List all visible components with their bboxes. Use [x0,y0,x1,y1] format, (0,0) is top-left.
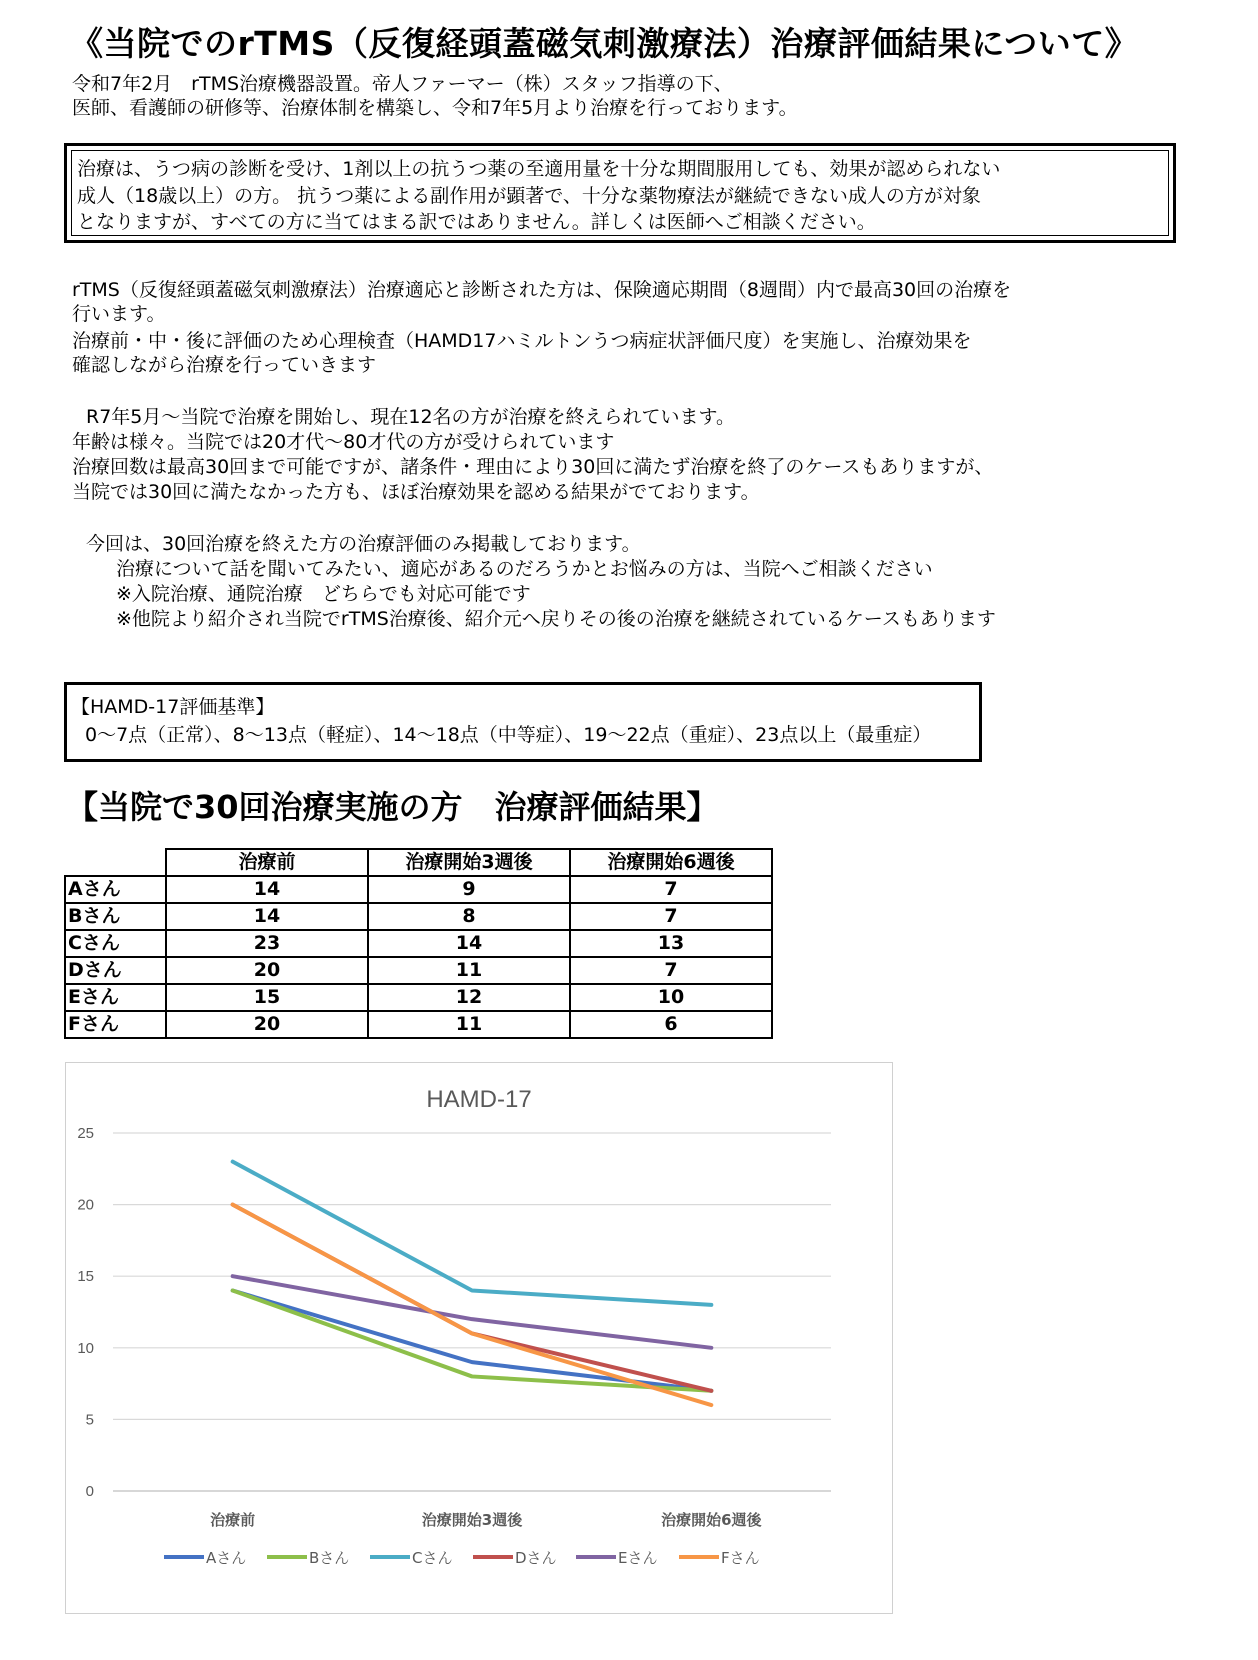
paragraph2-line-1: R7年5月～当院で治療を開始し、現在12名の方が治療を終えられています。 [86,406,736,428]
row-name: Cさん [65,930,166,957]
y-tick-label: 25 [77,1125,94,1142]
paragraph3-line-1: 今回は、30回治療を終えた方の治療評価のみ掲載しております。 [86,533,641,555]
row-name: Eさん [65,984,166,1011]
eligibility-line-3: となりますが、すべての方に当てはまる訳ではありません。詳しくは医師へご相談ください。 [77,211,876,233]
page-title: 《当院でのrTMS（反復経頭蓋磁気刺激療法）治療評価結果について》 [70,24,1139,63]
legend-label: Fさん [721,1549,760,1567]
cell-value: 10 [570,984,772,1011]
paragraph2-line-2: 年齢は様々。当院では20才代～80才代の方が受けられています [72,431,615,453]
cell-value: 7 [570,876,772,903]
intro-line-2: 医師、看護師の研修等、治療体制を構築し、令和7年5月より治療を行っております。 [72,97,798,119]
cell-value: 15 [166,984,368,1011]
paragraph1-line-2: 行います。 [72,303,166,325]
cell-value: 14 [166,876,368,903]
paragraph2-line-3: 治療回数は最高30回まで可能ですが、諸条件・理由により30回に満たず治療を終了のケースもありますが、 [72,456,994,478]
legend-label: Bさん [309,1549,350,1567]
hamd-chart [65,1062,893,1614]
cell-value: 6 [570,1011,772,1038]
table-row [65,984,772,1011]
legend-label: Dさん [515,1549,557,1567]
legend-label: Aさん [206,1549,247,1567]
paragraph2-line-4: 当院では30回に満たなかった方も、ほぼ治療効果を認める結果がでております。 [72,481,760,503]
legend-label: Cさん [412,1549,453,1567]
x-tick-label: 治療前 [210,1511,256,1529]
row-name: Fさん [65,1011,166,1038]
table-header-blank [65,849,166,876]
row-name: Dさん [65,957,166,984]
cell-value: 14 [368,930,570,957]
results-section-title: 【当院で30回治療実施の方 治療評価結果】 [66,788,719,826]
y-tick-label: 20 [77,1196,94,1214]
table-row [65,876,772,903]
paragraph1-line-1: rTMS（反復経頭蓋磁気刺激療法）治療適応と診断された方は、保険適応期間（8週間）内で最高30回の治療を [72,279,1012,301]
cell-value: 8 [368,903,570,930]
y-tick-label: 0 [85,1483,94,1500]
eligibility-box [64,143,1176,243]
paragraph3-line-3: ※入院治療、通院治療 どちらでも対応可能です [116,583,531,605]
y-tick-label: 15 [77,1268,94,1286]
table-row [65,1011,772,1038]
cell-value: 11 [368,1011,570,1038]
row-name: Aさん [65,876,166,903]
cell-value: 12 [368,984,570,1011]
cell-value: 9 [368,876,570,903]
criteria-heading: 【HAMD-17評価基準】 [71,696,275,718]
table-header-3weeks: 治療開始3週後 [368,849,570,876]
table-header-pre: 治療前 [166,849,368,876]
scores-table [64,848,773,1039]
y-tick-label: 5 [85,1411,94,1429]
table-row [65,957,772,984]
x-tick-label: 治療開始3週後 [421,1511,523,1529]
chart-title: HAMD-17 [426,1086,532,1113]
paragraph3-line-4: ※他院より紹介され当院でrTMS治療後、紹介元へ戻りその後の治療を継続されているケースもあります [116,608,996,630]
legend-label: Eさん [618,1549,658,1567]
table-row [65,930,772,957]
intro-line-1: 令和7年2月 rTMS治療機器設置。帝人ファーマー（株）スタッフ指導の下、 [72,73,733,95]
criteria-box [64,682,982,762]
cell-value: 20 [166,957,368,984]
cell-value: 23 [166,930,368,957]
paragraph1-line-3: 治療前・中・後に評価のため心理検査（HAMD17ハミルトンうつ病症状評価尺度）を実施し、治療効果を [72,330,972,352]
paragraph3-line-2: 治療について話を聞いてみたい、適応があるのだろうかとお悩みの方は、当院へご相談ください [116,558,933,580]
criteria-text: 0～7点（正常）、8～13点（軽症）、14～18点（中等症）、19～22点（重症）、23点以上（最重症） [85,724,932,746]
eligibility-line-2: 成人（18歳以上）の方。 抗うつ薬による副作用が顕著で、十分な薬物療法が継続できない成人の方が対象 [77,185,981,207]
hamd-chart-svg [66,1063,892,1613]
table-header-row [65,849,772,876]
cell-value: 11 [368,957,570,984]
cell-value: 13 [570,930,772,957]
table-row [65,903,772,930]
x-tick-label: 治療開始6週後 [661,1511,762,1529]
cell-value: 20 [166,1011,368,1038]
paragraph1-line-4: 確認しながら治療を行っていきます [72,354,377,376]
cell-value: 7 [570,957,772,984]
cell-value: 14 [166,903,368,930]
eligibility-line-1: 治療は、うつ病の診断を受け、1剤以上の抗うつ薬の至適用量を十分な期間服用しても、効果が認められない [77,158,1001,180]
table-header-6weeks: 治療開始6週後 [570,849,772,876]
y-tick-label: 10 [77,1339,94,1357]
series-line-3 [233,1162,712,1305]
row-name: Bさん [65,903,166,930]
cell-value: 7 [570,903,772,930]
